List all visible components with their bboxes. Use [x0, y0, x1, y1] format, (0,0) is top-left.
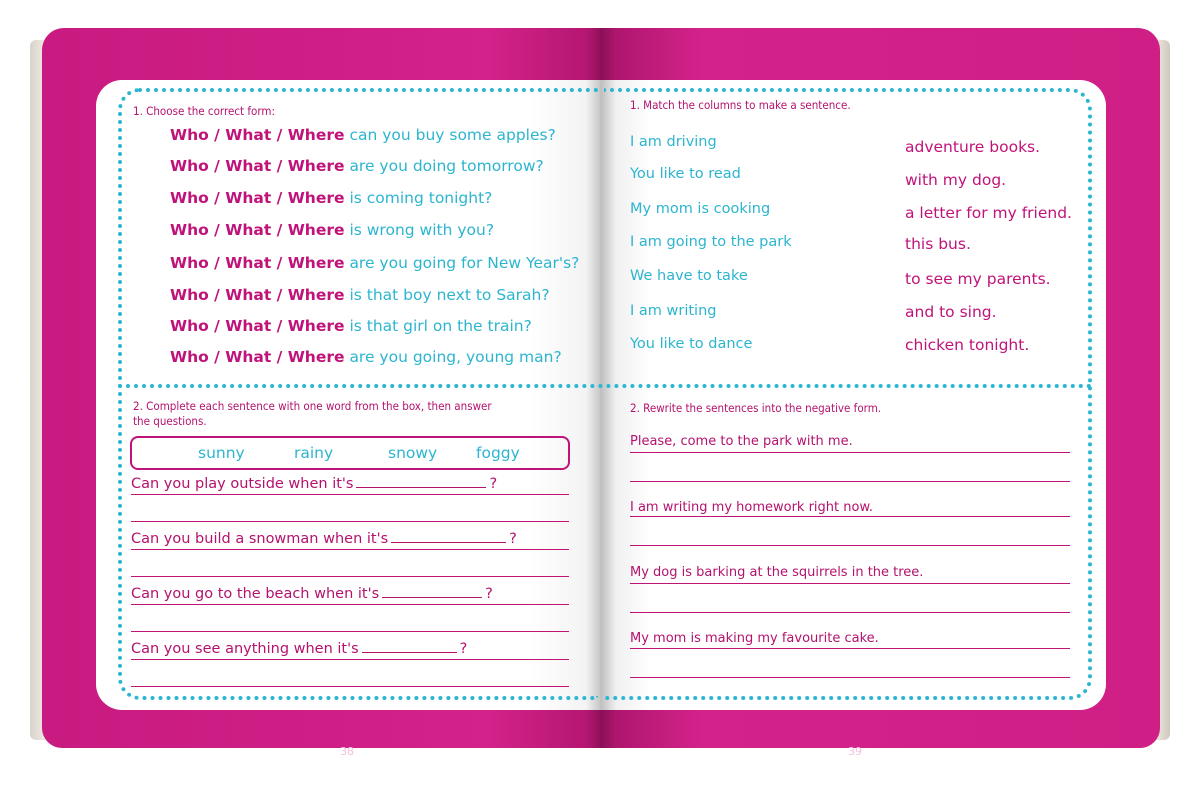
- answer-blank[interactable]: [391, 529, 506, 543]
- question-row: [170, 221, 494, 239]
- right-section1-instruction: 1. Match the columns to make a sentence.: [630, 98, 851, 112]
- right-section2-instruction: 2. Rewrite the sentences into the negative form.: [630, 401, 882, 415]
- question-text: is that boy next to Sarah?: [349, 286, 550, 304]
- answer-line[interactable]: [630, 545, 1070, 546]
- question-row: [170, 157, 544, 175]
- question-text: are you doing tomorrow?: [349, 157, 544, 175]
- section-divider: [118, 384, 1092, 388]
- sentence-end: ?: [485, 586, 493, 602]
- question-text: is wrong with you?: [349, 221, 495, 239]
- question-text: is that girl on the train?: [349, 317, 532, 335]
- sentence-text: Can you play outside when it's: [131, 476, 354, 492]
- sentence-underline: [131, 549, 569, 550]
- question-row: [170, 254, 579, 272]
- answer-line[interactable]: [131, 521, 569, 522]
- word-option: snowy: [388, 444, 438, 462]
- answer-blank[interactable]: [356, 474, 486, 488]
- answer-blank[interactable]: [362, 639, 457, 653]
- fill-sentence: [131, 474, 497, 492]
- question-text: can you buy some apples?: [349, 126, 556, 144]
- sentence-underline: [630, 516, 1070, 517]
- question-options: Who / What / Where: [170, 254, 345, 272]
- answer-blank[interactable]: [382, 584, 482, 598]
- match-right-item: chicken tonight.: [905, 336, 1030, 354]
- question-options: Who / What / Where: [170, 221, 345, 239]
- rewrite-sentence: My mom is making my favourite cake.: [630, 631, 879, 646]
- match-right-item: this bus.: [905, 235, 971, 253]
- question-text: are you going for New Year's?: [349, 254, 580, 272]
- word-option: foggy: [476, 444, 520, 462]
- match-right-item: a letter for my friend.: [905, 204, 1072, 222]
- word-option: rainy: [294, 444, 334, 462]
- sentence-underline: [630, 452, 1070, 453]
- question-row: [170, 189, 492, 207]
- question-text: are you going, young man?: [349, 348, 562, 366]
- question-options: Who / What / Where: [170, 189, 345, 207]
- sentence-underline: [131, 604, 569, 605]
- left-dotted-frame: [118, 88, 598, 700]
- sentence-underline: [630, 583, 1070, 584]
- match-right-item: and to sing.: [905, 303, 997, 321]
- sentence-underline: [630, 648, 1070, 649]
- sentence-text: Can you build a snowman when it's: [131, 531, 389, 547]
- page-number-left: 38: [340, 745, 354, 758]
- match-left-item: My mom is cooking: [630, 201, 771, 217]
- sentence-end: ?: [459, 641, 468, 657]
- match-left-item: I am going to the park: [630, 234, 792, 250]
- fill-sentence: [131, 529, 517, 547]
- word-box: [130, 436, 570, 470]
- answer-line[interactable]: [131, 631, 569, 632]
- fill-sentence: [131, 584, 493, 602]
- rewrite-sentence: Please, come to the park with me.: [630, 434, 853, 449]
- match-left-item: You like to dance: [630, 336, 753, 352]
- match-left-item: I am driving: [630, 134, 717, 150]
- question-row: [170, 317, 532, 335]
- sentence-underline: [131, 659, 569, 660]
- question-text: is coming tonight?: [349, 189, 493, 207]
- question-options: Who / What / Where: [170, 286, 345, 304]
- match-right-item: to see my parents.: [905, 270, 1051, 288]
- match-left-item: We have to take: [630, 268, 748, 284]
- sentence-end: ?: [489, 476, 498, 492]
- answer-line[interactable]: [630, 612, 1070, 613]
- sentence-text: Can you see anything when it's: [131, 641, 359, 657]
- answer-line[interactable]: [131, 686, 569, 687]
- rewrite-sentence: My dog is barking at the squirrels in the tree.: [630, 565, 924, 580]
- sentence-end: ?: [509, 531, 517, 547]
- answer-line[interactable]: [131, 576, 569, 577]
- question-row: [170, 348, 562, 366]
- left-section2-instruction: 2. Complete each sentence with one word from the box, then answer: [133, 399, 492, 413]
- sentence-underline: [131, 494, 569, 495]
- match-right-item: with my dog.: [905, 171, 1007, 189]
- rewrite-sentence: I am writing my homework right now.: [630, 500, 874, 515]
- match-left-item: You like to read: [630, 166, 741, 182]
- question-row: [170, 126, 556, 144]
- left-section2-instruction-cont: the questions.: [133, 414, 207, 428]
- question-row: [170, 286, 550, 304]
- answer-line[interactable]: [630, 677, 1070, 678]
- question-options: Who / What / Where: [170, 157, 345, 175]
- match-left-item: I am writing: [630, 303, 717, 319]
- left-section1-instruction: 1. Choose the correct form:: [133, 104, 275, 118]
- question-options: Who / What / Where: [170, 348, 345, 366]
- sentence-text: Can you go to the beach when it's: [131, 586, 380, 602]
- fill-sentence: [131, 639, 467, 657]
- question-options: Who / What / Where: [170, 317, 345, 335]
- question-options: Who / What / Where: [170, 126, 345, 144]
- match-right-item: adventure books.: [905, 138, 1041, 156]
- answer-line[interactable]: [630, 481, 1070, 482]
- word-option: sunny: [198, 444, 245, 462]
- page-number-right: 39: [848, 745, 862, 758]
